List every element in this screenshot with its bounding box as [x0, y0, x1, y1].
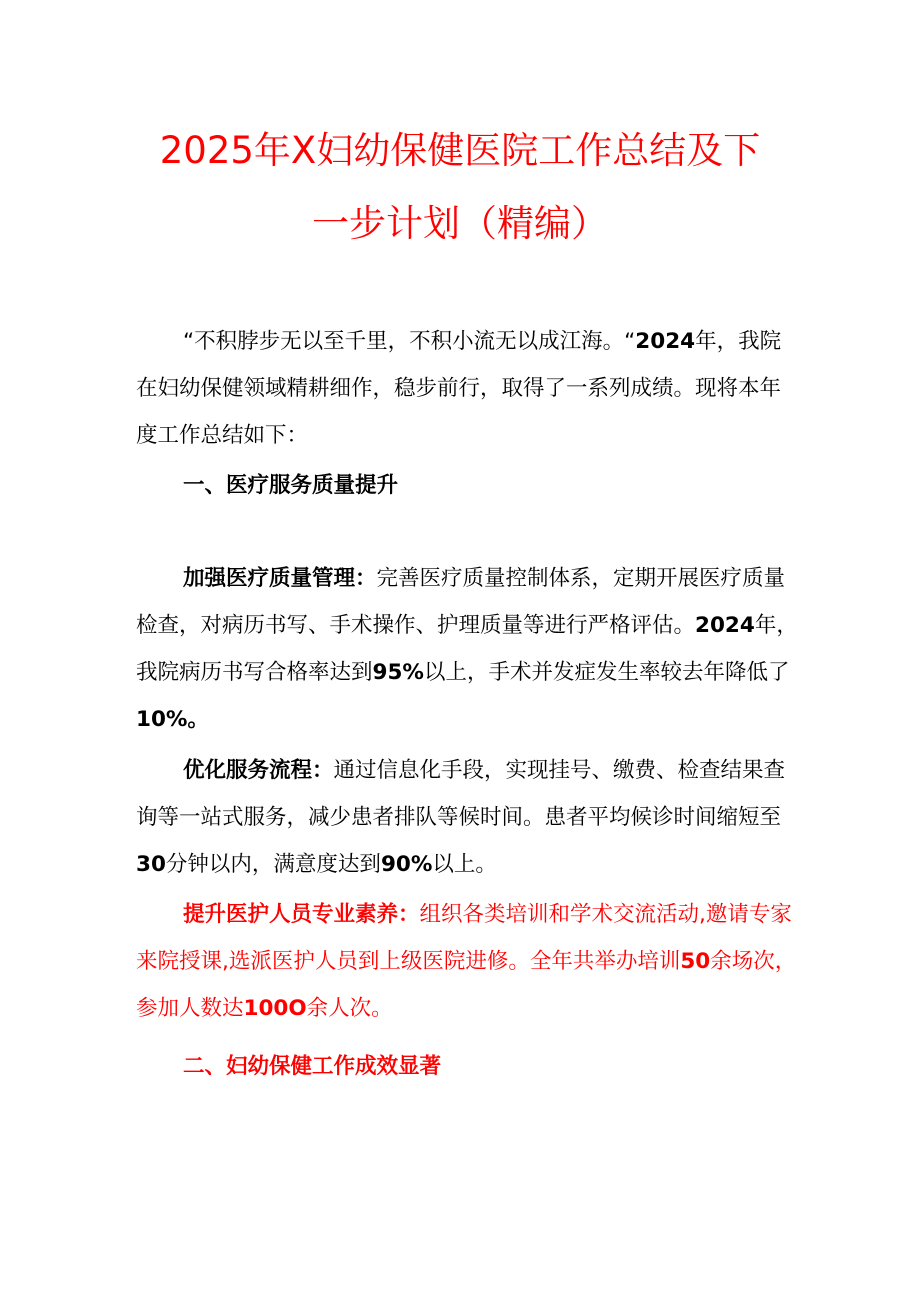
- paragraph-number: 100O: [243, 996, 307, 1021]
- paragraph-text: 完善医疗质量控制体系，定期开展医疗质量检查，对病历书写、手术操作、护理质量等进行严格评估。: [136, 566, 786, 638]
- paragraph-number: 30: [136, 852, 166, 877]
- paragraph-number: 95%: [372, 660, 424, 685]
- paragraph-label: 提升医护人员专业素养：: [183, 902, 420, 927]
- paragraph-staff-training: [136, 891, 801, 1032]
- paragraph-text: 组织各类培训和学术交流活动,邀请专家来院授课,选派医护人员到上级医院进修。全年共举办培训: [136, 902, 792, 974]
- paragraph-text: 分钟以内，满意度达到: [165, 852, 381, 877]
- intro-paragraph: [136, 318, 801, 459]
- intro-text: 年，我院在妇幼保健领域精耕细作，稳步前行，取得了一系列成绩。现将本年度工作总结如下：: [136, 329, 782, 448]
- paragraph-text: 通过信息化手段，实现挂号、缴费、检查结果查询等一站式服务，减少患者排队等候时间。患者平均候诊时间缩短至: [136, 758, 786, 830]
- intro-quote: “不积脖步无以至千里，不积小流无以成江海。“: [183, 329, 636, 354]
- paragraph-number: 50: [680, 949, 711, 974]
- paragraph-label: 优化服务流程：: [183, 758, 334, 783]
- paragraph-label: 加强医疗质量管理：: [183, 566, 377, 591]
- paragraph-text: 年，我院病历书写合格率达到: [136, 613, 798, 685]
- intro-year: 2024: [635, 329, 696, 354]
- section-1-heading: 一、医疗服务质量提升: [183, 473, 399, 498]
- document-title-line-2: 一步计划（精编）: [312, 202, 608, 245]
- paragraph-number: 90%: [380, 852, 433, 877]
- paragraph-number: 10%。: [136, 707, 209, 732]
- paragraph-number: 2024: [695, 613, 755, 638]
- section-2-heading: 二、妇幼保健工作成效显著: [183, 1054, 442, 1079]
- paragraph-service-process: [136, 747, 801, 888]
- paragraph-text: 以上，手术并发症发生率较去年降低了: [423, 660, 790, 685]
- paragraph-text: 余场次，参加人数达: [136, 949, 797, 1021]
- paragraph-text: 余人次。: [306, 996, 393, 1021]
- paragraph-quality-management: [136, 555, 801, 743]
- paragraph-text: 以上。: [432, 852, 497, 877]
- document-title-line-1: 2025年X妇幼保健医院工作总结及下: [159, 129, 761, 172]
